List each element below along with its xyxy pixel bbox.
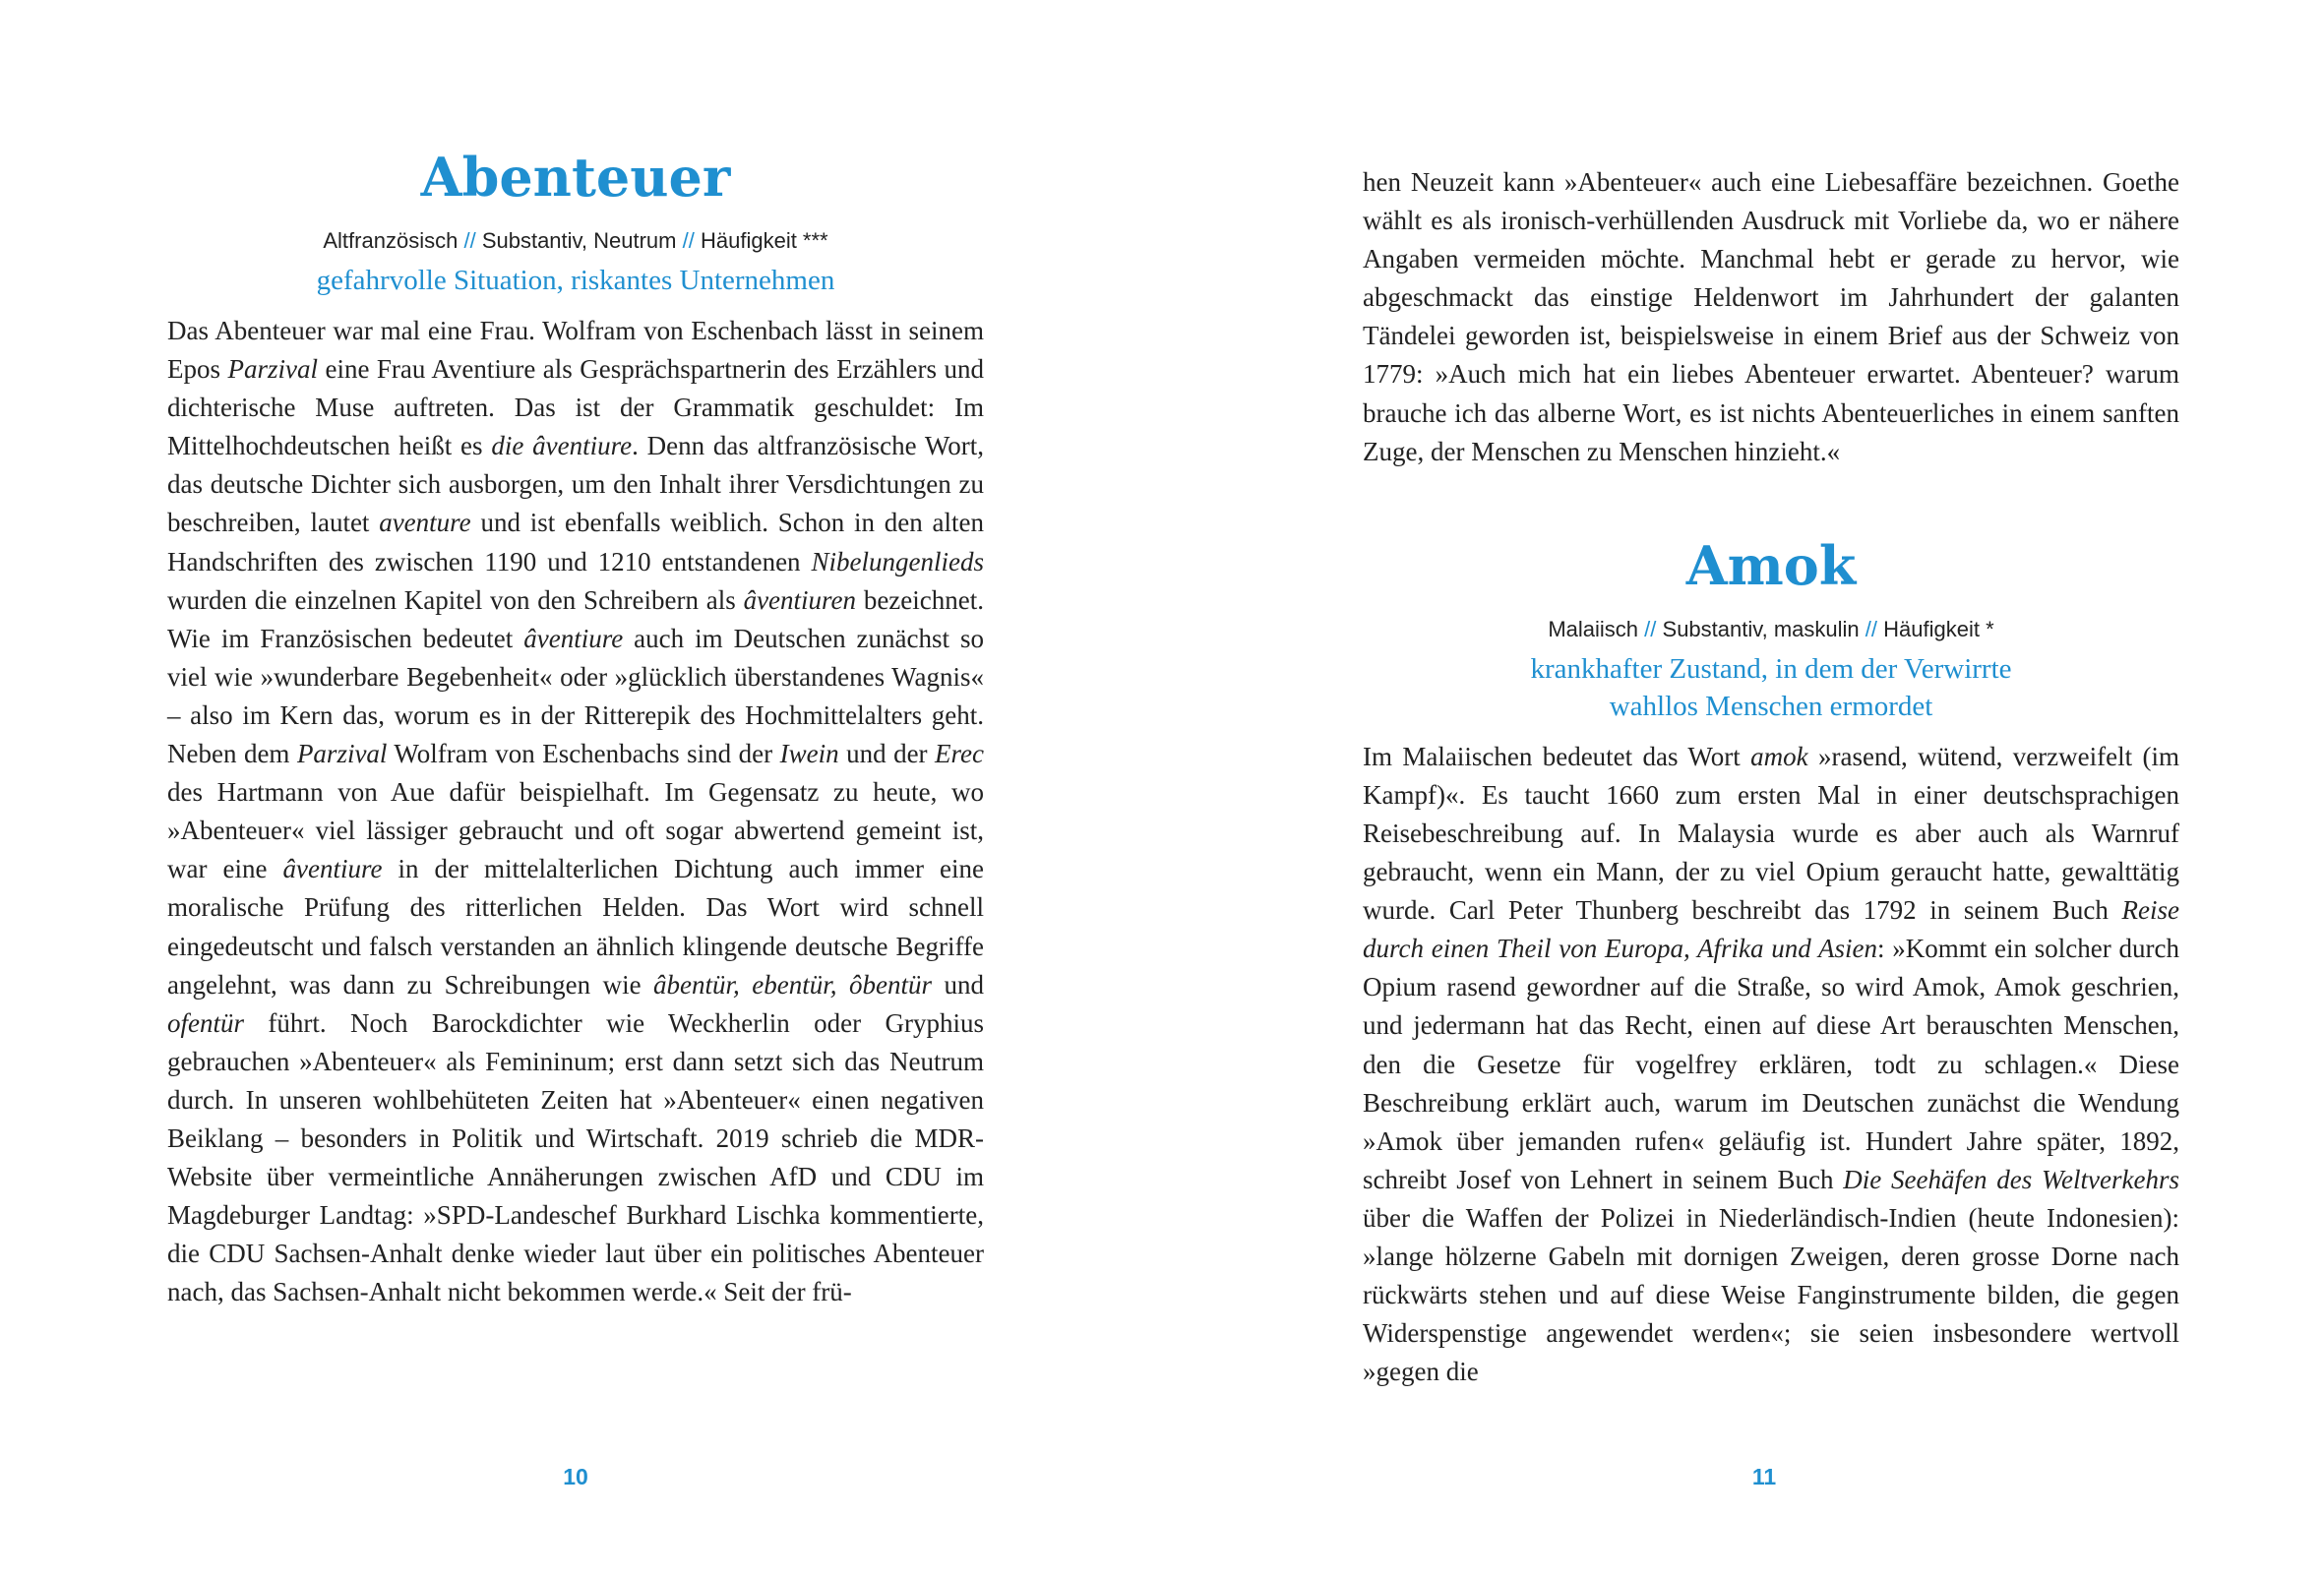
separator: // xyxy=(1644,616,1657,641)
entry-definition-amok xyxy=(1363,650,2179,725)
origin: Malaiisch xyxy=(1548,616,1639,641)
entry-body-abenteuer: Das Abenteuer war mal eine Frau. Wolfram von Eschenbach lässt in seinem Epos Parzival eine Frau Aventiure als Gesprächspartnerin des Erzählers und dichterische Muse auftreten. Das ist der Grammatik geschuldet: Im Mittelhochdeutschen heißt es die âventiure. Denn das altfranzösische Wort, das deutsche Dichter sich ausborgen, um den Inhalt ihrer Versdichtungen zu beschreiben, lautet aventure und ist ebenfalls weiblich. Schon in den alten Handschriften des zwischen 1190 und 1210 entstandenen Nibelungenlieds wurden die einzelnen Kapitel von den Schreibern als âventiuren bezeichnet. Wie im Französischen bedeutet âventiure auch im Deutschen zunächst so viel wie »wunderbare Begebenheit« oder »glücklich überstandenes Wagnis« – also im Kern das, worum es in der Ritterepik des Hochmittelalters geht. Neben dem Parzival Wolfram von Eschenbachs sind der Iwein und der Erec des Hartmann von Aue dafür beispielhaft. Im Gegensatz zu heute, wo »Abenteuer« viel lässiger gebraucht und oft sogar abwertend gemeint ist, war eine âventiure in der mittelalterlichen Dichtung auch immer eine moralische Prüfung des ritterlichen Helden. Das Wort wird schnell eingedeutscht und falsch verstanden an ähnlich klingende deutsche Begriffe angelehnt, was dann zu Schreibungen wie âbentür, ebentür, ôbentür und ofentür führt. Noch Barockdichter wie Weckherlin oder Gryphius gebrauchen »Abenteuer« als Femininum; erst dann setzt sich das Neutrum durch. In unseren wohlbehüteten Zeiten hat »Abenteuer« einen negativen Beiklang – besonders in Politik und Wirtschaft. 2019 schrieb die MDR-Website über vermeintliche Annäherungen zwischen AfD und CDU im Magdeburger Landtag: »SPD-Landeschef Burkhard Lischka kommentierte, die CDU Sachsen-Anhalt denke wieder laut über ein politisches Abenteuer nach, das Sachsen-Anhalt nicht bekommen werde.« Seit der frü- xyxy=(167,316,985,1307)
entry-definition-abenteuer: gefahrvolle Situation, riskantes Unternehmen xyxy=(316,265,835,296)
page-number-right: 11 xyxy=(1751,1464,1777,1489)
definition-line-1: krankhafter Zustand, in dem der Verwirrte xyxy=(1530,652,2012,685)
left-page xyxy=(167,0,984,1577)
separator: // xyxy=(682,228,695,253)
entry-body-amok: Im Malaiischen bedeutet das Wort amok »rasend, wütend, verzweifelt (im Kampf)«. Es taucht 1660 zum ersten Mal in einer deutschsprachigen Reisebeschreibung auf. In Malaysia wurde es aber auch als Warnruf gebraucht, wenn ein Mann, der zu viel Opium geraucht hatte, gewalttätig wurde. Carl Peter Thunberg beschreibt das 1792 in seinem Buch Reise durch einen Theil von Europa, Afrika und Asien: »Kommt ein solcher durch Opium rasend gewordner auf die Straße, so wird Amok, Amok geschrien, und jedermann hat das Recht, einen auf diese Art berauschten Menschen, den die Gesetze für vogelfrey erklären, todt zu schlagen.« Diese Beschreibung erklärt auch, warum im Deutschen zunächst die Wendung »Amok über jemanden rufen« geläufig ist. Hundert Jahre später, 1892, schreibt Josef von Lehnert in seinem Buch Die Seehäfen des Weltverkehrs über die Waffen der Polizei in Niederländisch-Indien (heute Indonesien): »lange hölzerne Gabeln mit dornigen Zweigen, deren grosse Dorne nach rückwärts stehen und auf diese Weise Fanginstrumente bilden, die gegen Widerspenstige angewendet werden«; sie seien insbesondere wertvoll »gegen die xyxy=(1363,741,2179,1387)
word-class: Substantiv, maskulin xyxy=(1662,616,1860,641)
separator: // xyxy=(1865,616,1878,641)
word-class: Substantiv, Neutrum xyxy=(481,228,677,253)
entry-title-abenteuer: Abenteuer xyxy=(420,146,731,209)
entry-meta-amok xyxy=(1363,615,2179,644)
frequency: Häufigkeit * xyxy=(1883,616,1994,641)
frequency: Häufigkeit *** xyxy=(700,228,828,253)
definition-line-2: wahllos Menschen ermordet xyxy=(1609,690,1933,722)
entry-title-amok: Amok xyxy=(1685,533,1857,597)
origin: Altfranzösisch xyxy=(323,228,459,253)
right-page xyxy=(1363,0,2179,1577)
entry-meta-abenteuer xyxy=(167,226,984,256)
continuation-text: hen Neuzeit kann »Abenteuer« auch eine Liebesaffäre bezeichnen. Goethe wählt es als ironisch-verhüllenden Ausdruck mit Vorliebe da, wo er nähere Angaben vermeiden möchte. Manchmal hebt er gerade zu hervor, wie abgeschmackt das einstige Heldenwort im Jahrhundert der galanten Tändelei geworden ist, beispielsweise in einem Brief aus der Schweiz von 1779: »Auch mich hat ein liebes Abenteuer erwartet. Abenteuer? warum brauche ich das alberne Wort, es ist nichts Abenteuerliches in einem sanften Zuge, der Menschen zu Menschen hinzieht.« xyxy=(1363,167,2179,466)
separator: // xyxy=(463,228,476,253)
page-number-left: 10 xyxy=(563,1464,588,1489)
